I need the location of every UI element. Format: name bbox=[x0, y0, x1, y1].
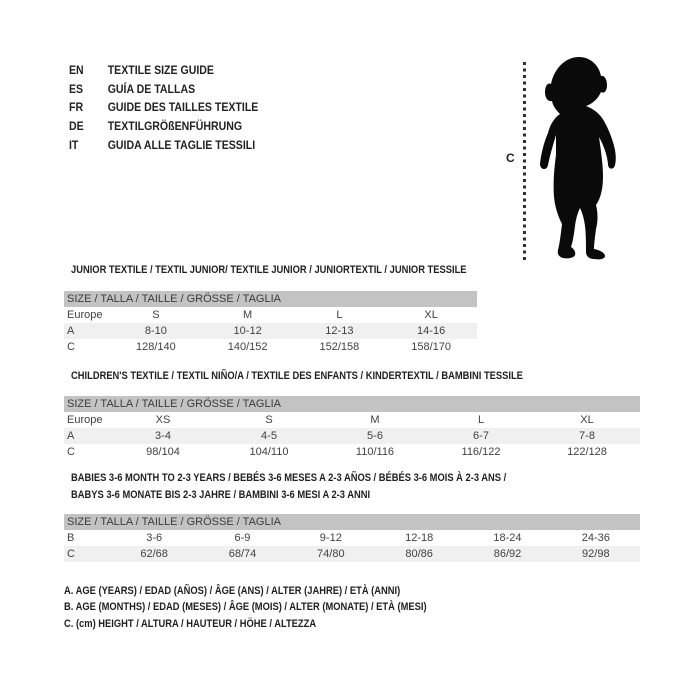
table-row bbox=[64, 307, 477, 323]
size-header-bar: SIZE / TALLA / TAILLE / GRÖSSE / TAGLIA bbox=[64, 514, 640, 530]
size-cell: XL bbox=[580, 414, 594, 426]
height-cell: 110/116 bbox=[355, 446, 395, 458]
height-cell: 128/140 bbox=[135, 341, 176, 353]
height-cell: 158/170 bbox=[411, 341, 451, 353]
age-cell: 10-12 bbox=[202, 323, 294, 339]
size-cell: M bbox=[243, 309, 253, 321]
lang-row-fr bbox=[69, 98, 258, 117]
lang-text: GUIDE DES TAILLES TEXTILE bbox=[107, 100, 259, 115]
age-cell: 24-36 bbox=[581, 532, 610, 544]
baby-silhouette-icon bbox=[534, 56, 626, 262]
lang-text: GUIDA ALLE TAGLIE TESSILI bbox=[107, 137, 256, 152]
lang-code: IT bbox=[69, 137, 79, 152]
height-cell: 62/68 bbox=[110, 546, 198, 562]
age-cell: 14-16 bbox=[385, 323, 477, 339]
height-cell: 80/86 bbox=[375, 546, 463, 562]
size-cell: S bbox=[265, 414, 273, 426]
size-header-bar: SIZE / TALLA / TAILLE / GRÖSSE / TAGLIA bbox=[64, 291, 477, 307]
height-cell: 152/158 bbox=[319, 341, 360, 353]
babies-size-table bbox=[64, 514, 640, 562]
height-cell: 116/122 bbox=[461, 446, 501, 458]
height-cell: 92/98 bbox=[552, 546, 640, 562]
height-cell: 74/80 bbox=[287, 546, 375, 562]
size-cell: S bbox=[152, 309, 160, 321]
age-cell: 3-4 bbox=[110, 428, 216, 444]
age-cell: 6-9 bbox=[234, 532, 251, 544]
age-cell: 8-10 bbox=[110, 323, 202, 339]
babies-title-line1: BABIES 3-6 MONTH TO 2-3 YEARS / BEBÉS 3-6 MESES A 2-3 AÑOS / BÉBÉS 3-6 MOIS À 2-3 ANS / bbox=[71, 472, 507, 484]
age-cell: 3-6 bbox=[146, 532, 163, 544]
table-row bbox=[64, 428, 640, 444]
language-list bbox=[69, 61, 284, 155]
lang-row-es bbox=[69, 80, 258, 99]
age-cell: 6-7 bbox=[428, 428, 534, 444]
size-cell: XL bbox=[424, 309, 438, 321]
size-cell: L bbox=[477, 414, 485, 426]
lang-text: TEXTILGRÖßENFÜHRUNG bbox=[107, 119, 243, 134]
legend-notes bbox=[64, 583, 491, 632]
table-row bbox=[64, 323, 477, 339]
age-cell: 18-24 bbox=[493, 532, 522, 544]
note-a: A. AGE (YEARS) / EDAD (AÑOS) / ÂGE (ANS) / ALTER (JAHRE) / ETÀ (ANNI) bbox=[64, 585, 401, 597]
age-cell: 9-12 bbox=[319, 532, 342, 544]
table-row bbox=[64, 530, 640, 546]
lang-row-en bbox=[69, 61, 258, 80]
height-cell: 86/92 bbox=[463, 546, 551, 562]
note-c: C. (cm) HEIGHT / ALTURA / HAUTEUR / HÖHE / ALTEZZA bbox=[64, 617, 317, 630]
table-row bbox=[64, 444, 640, 460]
babies-table-title bbox=[71, 470, 506, 503]
height-cell: 122/128 bbox=[567, 446, 607, 458]
note-b: B. AGE (MONTHS) / EDAD (MESES) / ÂGE (MOIS) / ALTER (MONATE) / ETÀ (MESI) bbox=[64, 601, 427, 614]
row-label: A bbox=[64, 428, 110, 444]
height-cell: 140/152 bbox=[227, 341, 268, 353]
size-header-bar: SIZE / TALLA / TAILLE / GRÖSSE / TAGLIA bbox=[64, 396, 640, 412]
size-cell: XS bbox=[155, 414, 171, 426]
age-cell: 4-5 bbox=[216, 428, 322, 444]
children-size-table bbox=[64, 396, 640, 460]
row-label: C bbox=[67, 446, 75, 458]
lang-row-de bbox=[69, 117, 258, 136]
table-row bbox=[64, 546, 640, 562]
height-cell: 104/110 bbox=[249, 446, 289, 458]
row-label: Europe bbox=[67, 414, 103, 426]
lang-code: FR bbox=[69, 100, 84, 115]
children-table-title: CHILDREN'S TEXTILE / TEXTIL NIÑO/A / TEXTILE DES ENFANTS / KINDERTEXTIL / BAMBINI TESSILE bbox=[71, 370, 523, 382]
lang-text: GUÍA DE TALLAS bbox=[107, 81, 196, 96]
lang-code: DE bbox=[69, 119, 84, 134]
table-row bbox=[64, 339, 477, 355]
row-label: Europe bbox=[67, 309, 103, 321]
height-measure-line bbox=[523, 62, 526, 260]
age-cell: 5-6 bbox=[322, 428, 428, 444]
age-cell: 12-13 bbox=[294, 323, 386, 339]
age-cell: 12-18 bbox=[405, 532, 434, 544]
height-measure-label: C bbox=[506, 151, 515, 165]
row-label: B bbox=[67, 532, 75, 544]
junior-size-table bbox=[64, 291, 477, 355]
row-label: C bbox=[64, 546, 110, 562]
lang-code: ES bbox=[69, 81, 84, 96]
row-label: A bbox=[64, 323, 110, 339]
height-cell: 98/104 bbox=[146, 446, 180, 458]
junior-table-title: JUNIOR TEXTILE / TEXTIL JUNIOR/ TEXTILE JUNIOR / JUNIORTEXTIL / JUNIOR TESSILE bbox=[71, 264, 467, 276]
table-row bbox=[64, 412, 640, 428]
size-cell: L bbox=[336, 309, 343, 321]
size-cell: M bbox=[370, 414, 380, 426]
babies-title-line2: BABYS 3-6 MONATE BIS 2-3 JAHRE / BAMBINI 3-6 MESI A 2-3 ANNI bbox=[71, 488, 371, 501]
lang-row-it bbox=[69, 136, 258, 155]
row-label: C bbox=[67, 341, 75, 353]
height-cell: 68/74 bbox=[198, 546, 286, 562]
lang-text: TEXTILE SIZE GUIDE bbox=[107, 63, 214, 77]
lang-code: EN bbox=[69, 63, 84, 77]
age-cell: 7-8 bbox=[534, 428, 640, 444]
